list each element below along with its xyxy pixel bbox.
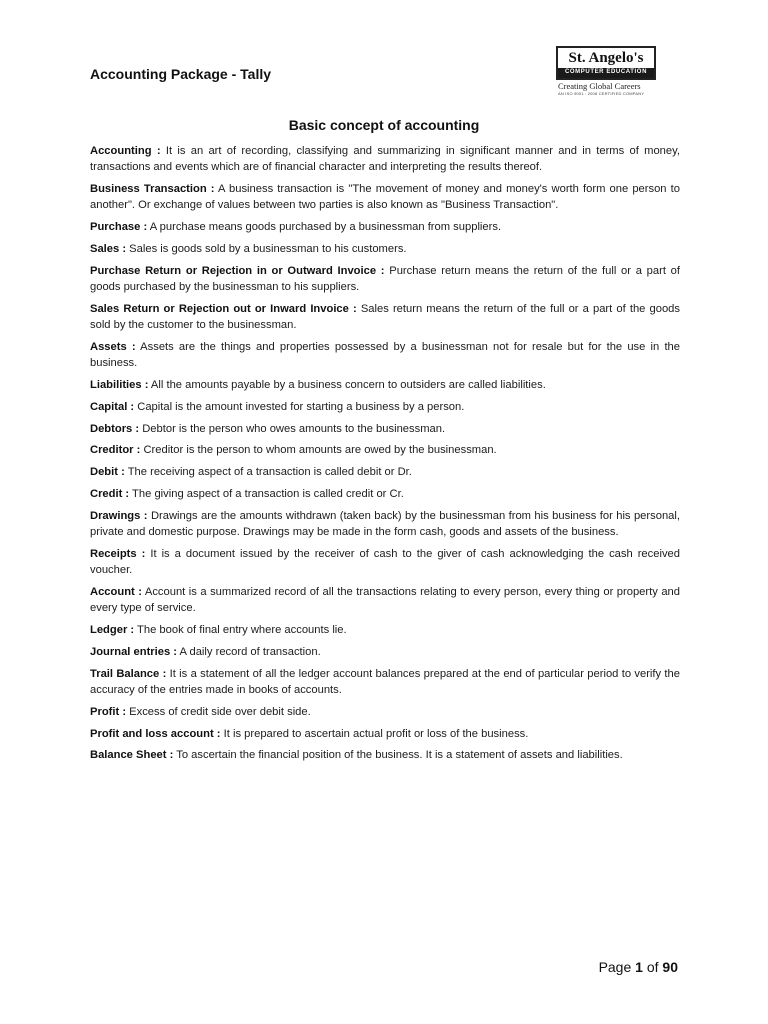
definition-term: Assets : <box>90 340 136 353</box>
definition-entry <box>90 726 680 742</box>
definition-text: It is an art of recording, classifying and summarizing in significant manner and in terms of money, transactions and events which are of financial character and interpreting the results thereof. <box>90 145 680 174</box>
definition-text: The receiving aspect of a transaction is called debit or Dr. <box>124 466 412 479</box>
definition-text: A purchase means goods purchased by a businessman from suppliers. <box>147 221 502 234</box>
definition-term: Profit : <box>90 705 127 718</box>
definition-term: Capital : <box>90 400 135 413</box>
definition-text: Purchase return means the return of the full or a part of goods purchased by the businessman to his suppliers. <box>90 264 681 294</box>
definition-entry <box>90 747 680 763</box>
definition-term: Trail Balance : <box>90 667 167 680</box>
definition-entry <box>90 421 680 437</box>
definition-term: Ledger : <box>90 624 135 637</box>
definition-entry <box>90 143 680 176</box>
definition-text: Capital is the amount invested for starting a business by a person. <box>134 400 465 413</box>
definition-entry <box>90 263 680 296</box>
definition-term: Sales Return or Rejection out or Inward Invoice : <box>90 302 357 315</box>
definition-text: All the amounts payable by a business concern to outsiders are called liabilities. <box>148 379 546 392</box>
definition-term: Drawings : <box>90 509 148 522</box>
document-heading: Basic concept of accounting <box>288 117 480 133</box>
definition-text: Drawings are the amounts withdrawn (taken back) by the businessman from his business for his personal, private and domestic purpose. Drawings may be made in the form cash, goods and assets of the business. <box>90 509 680 539</box>
definition-term: Purchase : <box>90 221 148 234</box>
definition-text: Assets are the things and properties possessed by a businessman not for resale but for the use in the business. <box>90 340 680 370</box>
definition-text: The giving aspect of a transaction is called credit or Cr. <box>129 488 404 501</box>
definition-entry <box>90 622 680 638</box>
definition-entry <box>90 301 680 334</box>
definition-term: Profit and loss account : <box>90 727 221 740</box>
definition-term: Receipts : <box>90 547 146 560</box>
page-of: of <box>642 959 663 975</box>
page-prefix: Page <box>598 959 636 975</box>
definition-entry <box>90 339 680 372</box>
definition-term: Business Transaction : <box>90 183 215 196</box>
definition-term: Account : <box>90 586 142 599</box>
definition-term: Credit : <box>90 488 130 501</box>
definition-text: Sales is goods sold by a businessman to his customers. <box>126 242 407 255</box>
definition-text: Debtor is the person who owes amounts to the businessman. <box>139 422 446 435</box>
definition-text: Sales return means the return of the full or a part of the goods sold by the customer to the businessman. <box>90 302 680 332</box>
logo-name: St. Angelo's <box>568 50 644 66</box>
definition-term: Accounting : <box>90 145 161 157</box>
definition-entry <box>90 704 680 720</box>
definition-entry <box>90 181 680 214</box>
definition-term: Sales : <box>90 242 127 255</box>
page-total: 90 <box>662 959 678 975</box>
definition-entry <box>90 666 680 699</box>
logo-band: COMPUTER EDUCATION <box>558 68 654 78</box>
definition-text: Creditor is the person to whom amounts are owed by the businessman. <box>140 444 497 457</box>
definition-text: A business transaction is "The movement of money and money's worth form one person to another". Or exchange of values between two parties is also known as "Business Transaction". <box>90 183 680 212</box>
definition-entry <box>90 546 680 579</box>
definition-term: Journal entries : <box>90 645 178 658</box>
definition-entry <box>90 377 680 393</box>
definition-entry <box>90 584 680 617</box>
definition-text: The book of final entry where accounts lie. <box>134 624 347 637</box>
definition-entry <box>90 464 680 480</box>
definition-entry <box>90 644 680 660</box>
definition-text: It is a document issued by the receiver of cash to the giver of cash acknowledging the cash received voucher. <box>90 547 680 577</box>
definition-text: To ascertain the financial position of the business. It is a statement of assets and liabilities. <box>173 749 623 762</box>
definition-entry <box>90 399 680 415</box>
definition-entry <box>90 219 680 235</box>
definition-text: It is prepared to ascertain actual profit or loss of the business. <box>220 727 529 740</box>
definition-entry <box>90 508 680 541</box>
definition-text: Excess of credit side over debit side. <box>126 705 311 718</box>
definition-term: Purchase Return or Rejection in or Outward Invoice : <box>90 264 385 277</box>
definition-term: Balance Sheet : <box>90 749 174 762</box>
definition-entry <box>90 241 680 257</box>
header-title: Accounting Package - Tally <box>90 66 272 82</box>
page-number <box>599 959 678 975</box>
company-logo <box>556 46 656 97</box>
definition-term: Debtors : <box>90 422 140 435</box>
definitions-list <box>90 143 680 769</box>
definition-term: Creditor : <box>90 444 141 457</box>
logo-box <box>556 46 656 80</box>
definition-entry <box>90 486 680 502</box>
definition-text: A daily record of transaction. <box>177 645 321 658</box>
definition-entry <box>90 442 680 458</box>
page-current: 1 <box>635 959 643 975</box>
definition-text: It is a statement of all the ledger account balances prepared at the end of particular period to verify the accuracy of the entries made in books of accounts. <box>90 667 680 697</box>
definition-term: Debit : <box>90 466 125 479</box>
definition-text: Account is a summarized record of all the transactions relating to every person, every thing or property and every type of service. <box>90 586 680 615</box>
logo-tagline: Creating Global Careers <box>558 81 641 91</box>
logo-certification: AN ISO 9001 : 2008 CERTIFIED COMPANY <box>558 91 645 96</box>
definition-term: Liabilities : <box>90 379 149 392</box>
